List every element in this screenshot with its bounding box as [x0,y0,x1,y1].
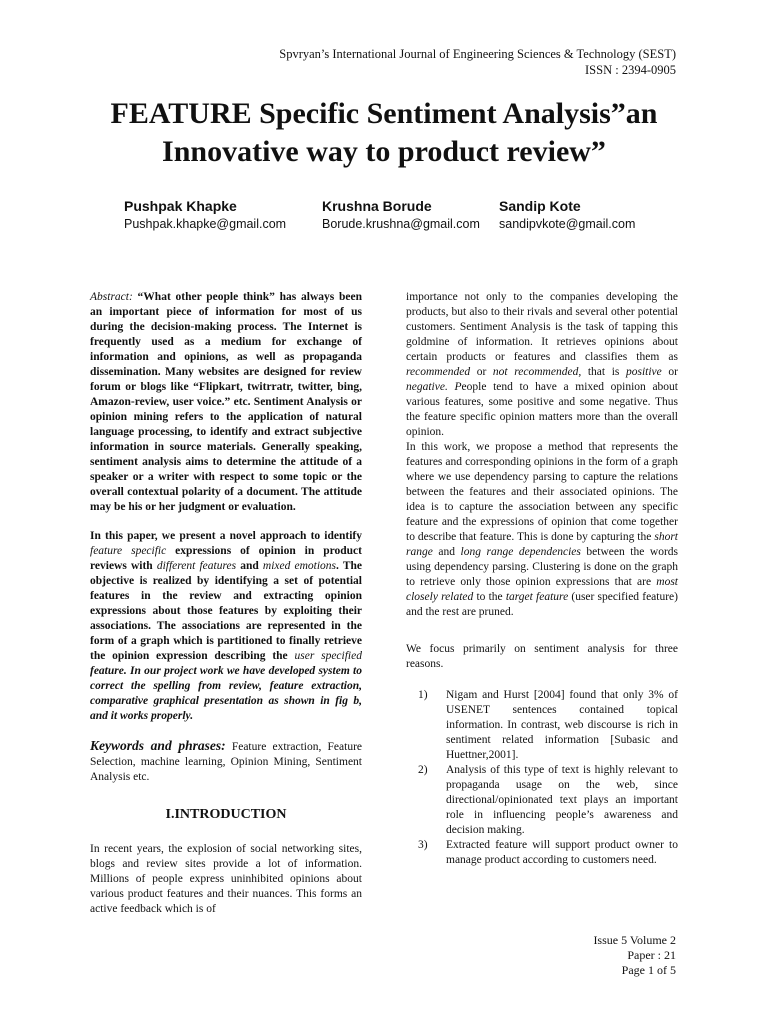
abstract-label: Abstract: [90,291,133,303]
body-emphasis: negative. P [406,381,462,393]
abstract-paragraph-1 [90,290,362,515]
journal-issn: ISSN : 2394-0905 [585,63,676,77]
list-number: 1) [418,689,428,701]
journal-header [279,46,676,78]
list-item [406,838,678,868]
body-text: and [432,546,461,558]
abstract-text: . The objective is realized by identifying a set of potential features in the review and extracting opinion expressions about those features by exploiting their associations. The associations are represented in the form of a graph which is partitioned to finally retrieve the opinion expression describing the [90,560,362,662]
abstract-text: In this paper, we present a novel approach to identify [90,530,362,542]
body-text: In this work, we propose a method that represents the features and corresponding opinions in the form of a graph where we use dependency parsing to capture the relations between the features and their associated opinions. The idea is to capture the association between any specific feature and the expressions of opinion that come together to describe that feature. This is done by capturing the [406,441,678,543]
page-footer [593,933,676,978]
body-text: (user specified feature) and the rest are pruned. [406,591,678,618]
list-text: Extracted feature will support product owner to manage product according to customers need. [446,839,678,866]
body-paragraph-3: We focus primarily on sentiment analysis for three reasons. [406,643,678,670]
body-emphasis: positive [626,366,662,378]
abstract-text-bold-italic: feature. In our project work we have developed system to correct the spelling from review, feature extraction, comparative graphical presentation as shown in fig b, and it works properly. [90,665,362,722]
keywords-text: Feature extraction, Feature Selection, machine learning, Opinion Mining, Sentiment Analysis etc. [90,741,363,783]
keywords-paragraph [90,738,362,785]
body-emphasis: recommended [406,366,471,378]
body-text: that is [581,366,626,378]
body-emphasis: target feature [505,591,569,603]
body-text: between the words using dependency parsing. Clustering is done on the graph to retrieve only those opinion expressions that are [406,546,678,588]
body-paragraph-1 [406,290,678,440]
body-text: or [661,366,678,378]
body-emphasis: short range [406,531,678,558]
abstract-text: and [236,560,263,572]
introduction-paragraph: In recent years, the explosion of social networking sites, blogs and review sites provide a lot of information. Millions of people express uninhibited opinions about various product features and their nuances. This forms an active feedback which is of [90,843,362,915]
body-emphasis: long range dependencies [460,546,581,558]
footer-page-number: Page 1 of 5 [621,963,676,977]
body-emphasis: not recommended, [492,366,582,378]
section-heading-introduction: I.INTRODUCTION [165,807,287,822]
abstract-emphasis: mixed emotions [262,560,337,572]
body-paragraph-2 [406,440,678,620]
author-2 [322,197,480,233]
list-text: Analysis of this type of text is highly relevant to propaganda usage on the web, since directional/opinionated text plays an important role in influencing people’s awareness and decision making. [446,764,678,836]
keywords-label: Keywords and phrases: [90,738,226,753]
footer-issue: Issue 5 Volume 2 [593,933,676,947]
abstract-emphasis: different features [156,560,237,572]
paper-title [60,95,708,171]
abstract-emphasis: feature specific [90,545,167,557]
author-email[interactable]: Pushpak.khapke@gmail.com [124,217,287,231]
title-line-2: Innovative way to product review” [162,135,606,168]
abstract-emphasis: user specified [294,650,362,662]
abstract-text: expressions of opinion in product reviews with [90,545,362,572]
reasons-list [406,688,678,868]
title-line-1: FEATURE Specific Sentiment Analysis”an [110,97,658,130]
right-column [406,290,678,868]
body-text: or [470,366,493,378]
body-text: importance not only to the companies developing the products, but also to their rivals and several other potential customers. Sentiment Analysis is the task of tapping this goldmine of information. It retrieves opinions about certain products or features and classifies them as [406,291,678,363]
list-text: Nigam and Hurst [2004] found that only 3% of USENET sentences contained topical information. In contrast, web discourse is rich in sentiment related information [Subasic and Huettner,2001]. [446,689,678,761]
author-email[interactable]: sandipvkote@gmail.com [499,217,636,231]
abstract-paragraph-2 [90,529,362,724]
footer-paper: Paper : 21 [627,948,676,962]
list-item [406,688,678,763]
body-emphasis: most closely related [406,576,678,603]
body-text: eople tend to have a mixed opinion about various features, some positive and some negative. Thus the feature specific opinion matters more than the overall opinion. [406,381,678,438]
left-column [90,290,362,917]
list-number: 2) [418,764,428,776]
author-name: Krushna Borude [322,198,432,214]
author-3 [499,197,635,233]
list-number: 3) [418,839,428,851]
author-name: Sandip Kote [499,198,581,214]
abstract-text: “What other people think” has always been an important piece of information for most of us during the decision-making process. The Internet is frequently used as a medium for exchange of information and opinions, as well as propaganda dissemination. Many websites are designed for review forum or blogs like “Flipkart, twitrratr, twitter, bing, Amazon-review, user voice.” etc. Sentiment Analysis or opinion mining refers to the application of natural language processing, to identify and extract subjective information in source materials. Generally speaking, sentiment analysis aims to determine the attitude of a speaker or a writer with respect to some topic or the overall contextual polarity of a document. The attitude may be his or her judgment or evaluation. [90,291,362,513]
author-name: Pushpak Khapke [124,198,237,214]
journal-name: Spvryan’s International Journal of Engineering Sciences & Technology (SEST) [279,47,676,61]
list-item [406,763,678,838]
author-email[interactable]: Borude.krushna@gmail.com [322,217,480,231]
body-text: to the [473,591,506,603]
author-1 [124,197,286,233]
